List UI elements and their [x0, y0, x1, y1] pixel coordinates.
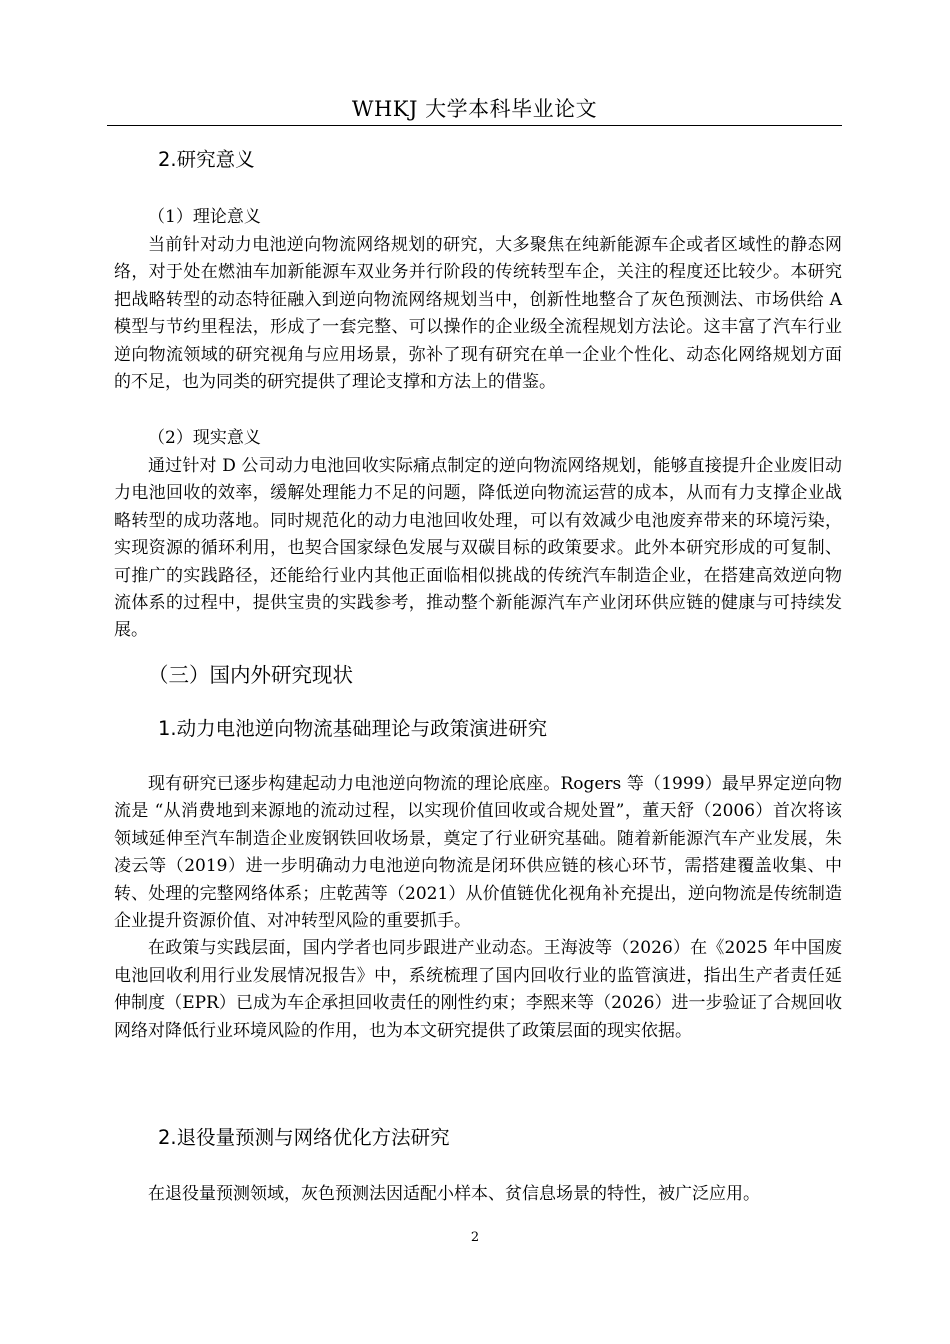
paragraph-text: 通过针对 D 公司动力电池回收实际痛点制定的逆向物流网络规划，能够直接提升企业废旧动力电池回收的效率，缓解处理能力不足的问题，降低逆向物流运营的成本，从而有力支撑企业战略转型的成功落地。同时规范化的动力电池回收处理，可以有效减少电池废弃带来的环境污染，实现资源的循环利用，也契合国家绿色发展与双碳目标的政策要求。此外本研究形成的可复制、可推广的实践路径，还能给行业内其他正面临相似挑战的传统汽车制造企业，在搭建高效逆向物流体系的过程中，提供宝贵的实践参考，推动整个新能源汽车产业闭环供应链的健康与可持续发展。 [114, 456, 842, 641]
section-heading-forecast-methods: 2.退役量预测与网络优化方法研究 [158, 1126, 450, 1149]
subheading-practical-significance: （2）现实意义 [148, 428, 261, 448]
paragraph-practical-significance [114, 453, 842, 645]
section-heading-research-significance: 2.研究意义 [158, 148, 255, 171]
running-header: WHKJ 大学本科毕业论文 [351, 97, 598, 121]
subheading-theoretical-significance: （1）理论意义 [148, 207, 261, 227]
paragraph-text: 在退役量预测领域，灰色预测法因适配小样本、贫信息场景的特性，被广泛应用。 [148, 1184, 760, 1204]
section-heading-basic-theory: 1.动力电池逆向物流基础理论与政策演进研究 [158, 717, 548, 740]
paragraph-text: 当前针对动力电池逆向物流网络规划的研究，大多聚焦在纯新能源车企或者区域性的静态网络，对于处在燃油车加新能源车双业务并行阶段的传统转型车企，关注的程度还比较少。本研究把战略转型的动态特征融入到逆向物流网络规划当中，创新性地整合了灰色预测法、市场供给 A 模型与节约里程法，形成了一套完整、可以操作的企业级全流程规划方法论。这丰富了汽车行业逆向物流领域的研究视角与应用场景，弥补了现有研究在单一企业个性化、动态化网络规划方面的不足，也为同类的研究提供了理论支撑和方法上的借鉴。 [114, 235, 842, 393]
chapter-heading-research-status: （三）国内外研究现状 [148, 663, 353, 687]
paragraph-text: 在政策与实践层面，国内学者也同步跟进产业动态。王海波等（2026）在《2025 年中国废电池回收利用行业发展情况报告》中，系统梳理了国内回收行业的监管演进，指出生产者责任延伸制度（EPR）已成为车企承担回收责任的刚性约束；李熙来等（2026）进一步验证了合规回收网络对降低行业环境风险的作用，也为本文研究提供了政策层面的现实依据。 [114, 938, 842, 1041]
paragraph-theoretical-significance [114, 232, 842, 396]
paragraph-text: 现有研究已逐步构建起动力电池逆向物流的理论底座。Rogers 等（1999）最早界定逆向物流是 “从消费地到来源地的流动过程，以实现价值回收或合规处置”，董天舒（2006）首次将该领域延伸至汽车制造企业废钢铁回收场景，奠定了行业研究基础。随着新能源汽车产业发展，朱凌云等（2019）进一步明确动力电池逆向物流是闭环供应链的核心环节，需搭建覆盖收集、中转、处理的完整网络体系；庄乾茜等（2021）从价值链优化视角补充提出，逆向物流是传统制造企业提升资源价值、对冲转型风险的重要抓手。 [114, 774, 842, 932]
paragraph-forecast-methods [114, 1181, 842, 1208]
header-rule [107, 125, 842, 126]
paragraph-basic-theory [114, 771, 842, 1045]
page-number: 2 [470, 1230, 480, 1245]
